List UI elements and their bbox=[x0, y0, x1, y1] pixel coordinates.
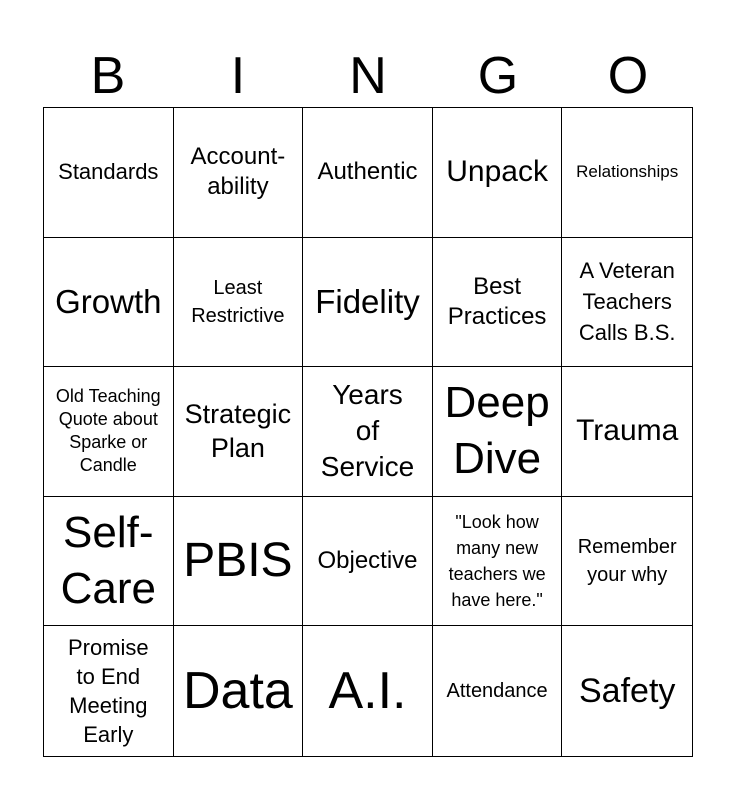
bingo-cell-o5[interactable] bbox=[562, 626, 692, 756]
cell-text: Objective bbox=[317, 547, 418, 575]
cell-text: Old Teaching Quote about Sparke or Candle bbox=[55, 386, 161, 476]
cell-text: Least Restrictive bbox=[191, 276, 285, 327]
cell-text: Authentic bbox=[317, 158, 418, 186]
bingo-cell-o2[interactable] bbox=[562, 238, 692, 368]
bingo-cell-n1[interactable] bbox=[303, 108, 433, 238]
header-letter-g: G bbox=[477, 47, 519, 105]
bingo-cell-g4[interactable] bbox=[433, 497, 563, 627]
cell-text: Safety bbox=[579, 672, 676, 711]
bingo-cell-i1[interactable] bbox=[174, 108, 304, 238]
bingo-cell-b4[interactable] bbox=[44, 497, 174, 627]
bingo-cell-o4[interactable] bbox=[562, 497, 692, 627]
cell-text: Unpack bbox=[446, 155, 548, 189]
cell-text: Strategic Plan bbox=[184, 399, 292, 464]
cell-text: Attendance bbox=[446, 680, 548, 703]
cell-text: Deep Dive bbox=[444, 378, 550, 484]
cell-text: Standards bbox=[58, 159, 159, 185]
cell-text: PBIS bbox=[183, 534, 293, 588]
cell-text: "Look how many new teachers we have here." bbox=[448, 512, 546, 611]
cell-text: Account-ability bbox=[190, 143, 286, 201]
header-letter-n: N bbox=[349, 47, 387, 105]
bingo-cell-i5[interactable] bbox=[174, 626, 304, 756]
bingo-cell-g2[interactable] bbox=[433, 238, 563, 368]
cell-text: Best Practices bbox=[447, 272, 547, 330]
bingo-header bbox=[43, 46, 693, 106]
bingo-board bbox=[43, 107, 693, 757]
cell-text: Trauma bbox=[576, 414, 679, 448]
bingo-cell-b1[interactable] bbox=[44, 108, 174, 238]
cell-text: Remember your why bbox=[577, 536, 677, 587]
bingo-cell-n2[interactable] bbox=[303, 238, 433, 368]
cell-text: A Veteran Teachers Calls B.S. bbox=[578, 258, 676, 346]
bingo-cell-o1[interactable] bbox=[562, 108, 692, 238]
cell-text: Self-Care bbox=[60, 508, 156, 614]
bingo-cell-b3[interactable] bbox=[44, 367, 174, 497]
header-letter-b: B bbox=[90, 47, 126, 105]
cell-text: Data bbox=[182, 662, 293, 721]
bingo-cell-i4[interactable] bbox=[174, 497, 304, 627]
cell-text: Years of Service bbox=[320, 379, 415, 483]
cell-text: A.I. bbox=[328, 662, 407, 721]
header-letter-o: O bbox=[607, 47, 649, 105]
bingo-cell-i3[interactable] bbox=[174, 367, 304, 497]
cell-text: Fidelity bbox=[315, 282, 420, 320]
cell-text: Growth bbox=[55, 282, 162, 320]
bingo-cell-n3[interactable] bbox=[303, 367, 433, 497]
header-letter-i: I bbox=[230, 47, 246, 105]
bingo-cell-i2[interactable] bbox=[174, 238, 304, 368]
bingo-cell-b2[interactable] bbox=[44, 238, 174, 368]
bingo-cell-g1[interactable] bbox=[433, 108, 563, 238]
bingo-cell-n5[interactable] bbox=[303, 626, 433, 756]
bingo-cell-n4[interactable] bbox=[303, 497, 433, 627]
cell-text: Promise to End Meeting Early bbox=[67, 635, 149, 748]
bingo-cell-o3[interactable] bbox=[562, 367, 692, 497]
bingo-cell-b5[interactable] bbox=[44, 626, 174, 756]
bingo-cell-g3[interactable] bbox=[433, 367, 563, 497]
bingo-cell-g5[interactable] bbox=[433, 626, 563, 756]
cell-text: Relationships bbox=[576, 162, 679, 182]
